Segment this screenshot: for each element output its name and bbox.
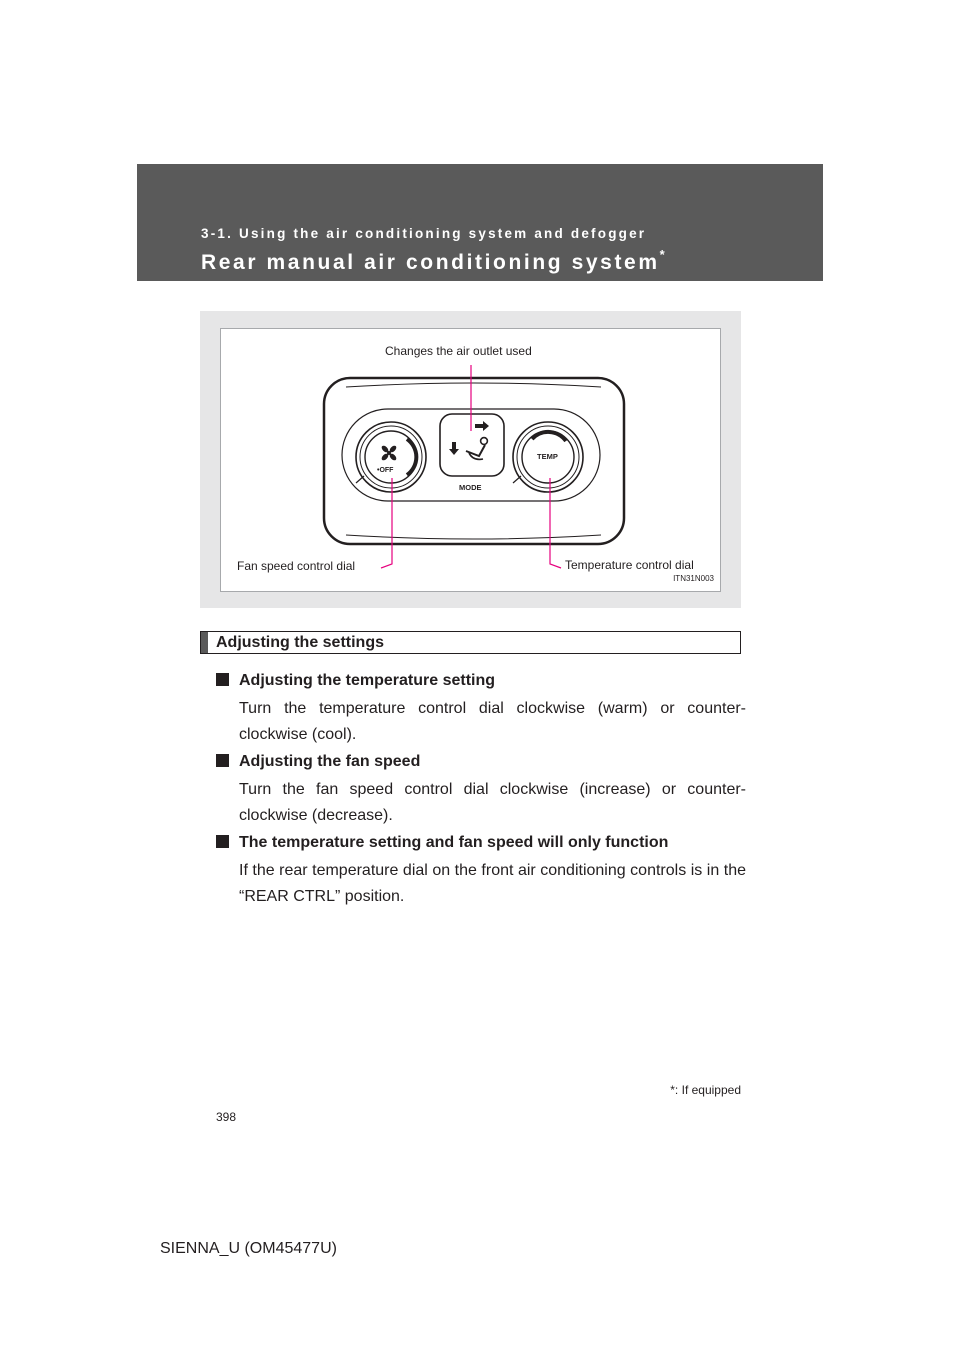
if-equipped-mark: * bbox=[659, 247, 665, 262]
document-code: SIENNA_U (OM45477U) bbox=[160, 1240, 337, 1257]
heading-tab bbox=[201, 632, 208, 653]
fan-callout: Fan speed control dial bbox=[237, 559, 356, 573]
control-panel-illustration bbox=[221, 329, 722, 593]
temp-label: TEMP bbox=[537, 452, 558, 461]
mode-label: MODE bbox=[459, 483, 482, 492]
bullet-square-icon bbox=[216, 673, 229, 686]
temp-callout: Temperature control dial bbox=[565, 558, 694, 572]
chapter-header bbox=[137, 164, 823, 281]
item-heading: Adjusting the temperature setting bbox=[239, 672, 496, 689]
page-title bbox=[201, 249, 665, 275]
figure-code: ITN31N003 bbox=[673, 574, 714, 583]
mode-button bbox=[440, 414, 504, 476]
item-body: Turn the fan speed control dial clockwise (increase) or counter-clockwise (decrease). bbox=[239, 781, 746, 824]
section-label: 3-1. Using the air conditioning system and defogger bbox=[201, 226, 647, 241]
figure-panel bbox=[220, 328, 721, 592]
setting-item-fan-speed bbox=[216, 750, 746, 829]
setting-item-function-note bbox=[216, 831, 746, 910]
bullet-square-icon bbox=[216, 754, 229, 767]
item-body: Turn the temperature control dial clockwise (warm) or counter-clockwise (cool). bbox=[239, 700, 746, 743]
settings-title: Adjusting the settings bbox=[216, 634, 384, 651]
page-title-text: Rear manual air conditioning system bbox=[201, 251, 660, 274]
bullet-square-icon bbox=[216, 835, 229, 848]
item-heading: Adjusting the fan speed bbox=[239, 753, 421, 770]
rear-ac-figure bbox=[200, 311, 741, 608]
setting-item-temperature bbox=[216, 669, 746, 748]
item-body: If the rear temperature dial on the front air conditioning controls is in the “REAR CTRL” position. bbox=[239, 862, 746, 905]
page-number: 398 bbox=[216, 1110, 237, 1124]
item-heading: The temperature setting and fan speed will only function bbox=[239, 834, 669, 851]
footnote: *: If equipped bbox=[670, 1083, 741, 1097]
mode-callout: Changes the air outlet used bbox=[385, 344, 532, 358]
settings-heading-bar bbox=[200, 631, 741, 654]
fan-speed-dial bbox=[356, 422, 426, 492]
off-label: •OFF bbox=[377, 467, 394, 474]
